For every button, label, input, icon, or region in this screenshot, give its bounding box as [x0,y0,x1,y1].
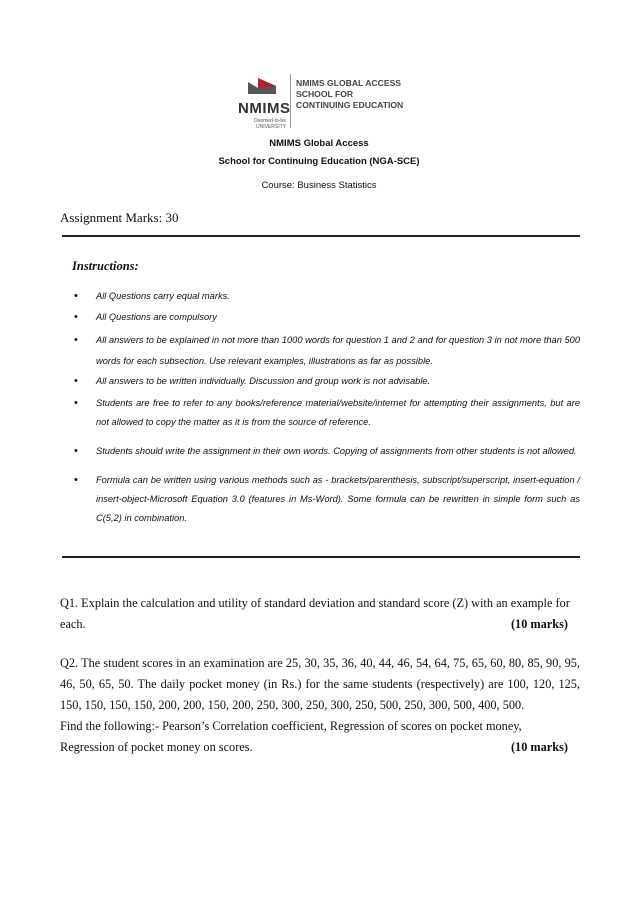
list-item: • Students are free to refer to any books/reference material/website/internet for attempting their assignments, but are not allowed to copy the matter as it is from the source of reference. [72,394,580,432]
logo-text-line: NMIMS GLOBAL ACCESS [296,78,402,88]
logo-text [296,78,420,111]
list-item: • Formula can be written using various methods such as - brackets/parenthesis, subscript/superscript, insert-equation / insert-object-Microsoft Equation 3.0 (features in Ms-Word). Some formula can be rewritten in simple form such as C(5,2) in combination. [72,471,580,528]
question-text: Q1. Explain the calculation and utility of standard deviation and standard score (Z) with an example for [60,596,570,610]
logo-brand-sub: Deemed-to-be UNIVERSITY [254,118,286,130]
question-text-end: Regression of pocket money on scores. [60,740,253,754]
logo-divider [290,74,291,128]
question-last-row [60,737,580,758]
divider-top [62,235,580,237]
instructions-list [72,288,580,528]
list-item: • All Questions carry equal marks. [72,288,580,305]
divider-bottom [62,556,580,558]
question-marks: (10 marks) [510,740,568,754]
logo-text-line: SCHOOL FOR [296,89,354,99]
question-marks: (10 marks) [510,617,568,631]
header-title: NMIMS Global Access [269,138,369,149]
question-text-continued: Find the following:- Pearson’s Correlation coefficient, Regression of scores on pocket money, [60,719,522,733]
question-2 [60,653,580,758]
list-item: • Students should write the assignment in their own words. Copying of assignments from other students is not allowed. [72,442,580,461]
logo-text-line: CONTINUING EDUCATION [296,100,404,110]
logo-mark-icon [244,74,280,98]
assignment-marks: Assignment Marks: 30 [60,210,179,225]
course-name: Course: Business Statistics [261,180,377,191]
header-subtitle: School for Continuing Education (NGA-SCE) [218,156,420,167]
list-item: • All Questions are compulsory [72,309,580,326]
logo-brand-word: NMIMS [238,100,291,117]
question-text-end: each. [60,617,86,631]
instructions-title: Instructions: [72,259,139,273]
list-item: • All answers to be explained in not more than 1000 words for question 1 and 2 and for question 3 in not more than 500 words for each subsection. Use relevant examples, illustrations as far as possible. [72,330,580,372]
logo-emblem [238,70,291,132]
list-item: • All answers to be written individually. Discussion and group work is not advisable. [72,373,580,390]
question-1 [60,593,580,635]
question-last-row [60,614,580,635]
institution-logo [238,70,418,132]
question-text: Q2. The student scores in an examination are 25, 30, 35, 36, 40, 44, 46, 54, 64, 75, 65, 60, 80, 85, 90, 95, 46, 50, 65, 50. The daily pocket money (in Rs.) for the same students (respectively) are 100, 120, 125, 150, 150, 150, 150, 200, 200, 150, 200, 250, 300, 250, 300, 250, 500, 250, 300, 500, 400, 500. [60,656,580,712]
